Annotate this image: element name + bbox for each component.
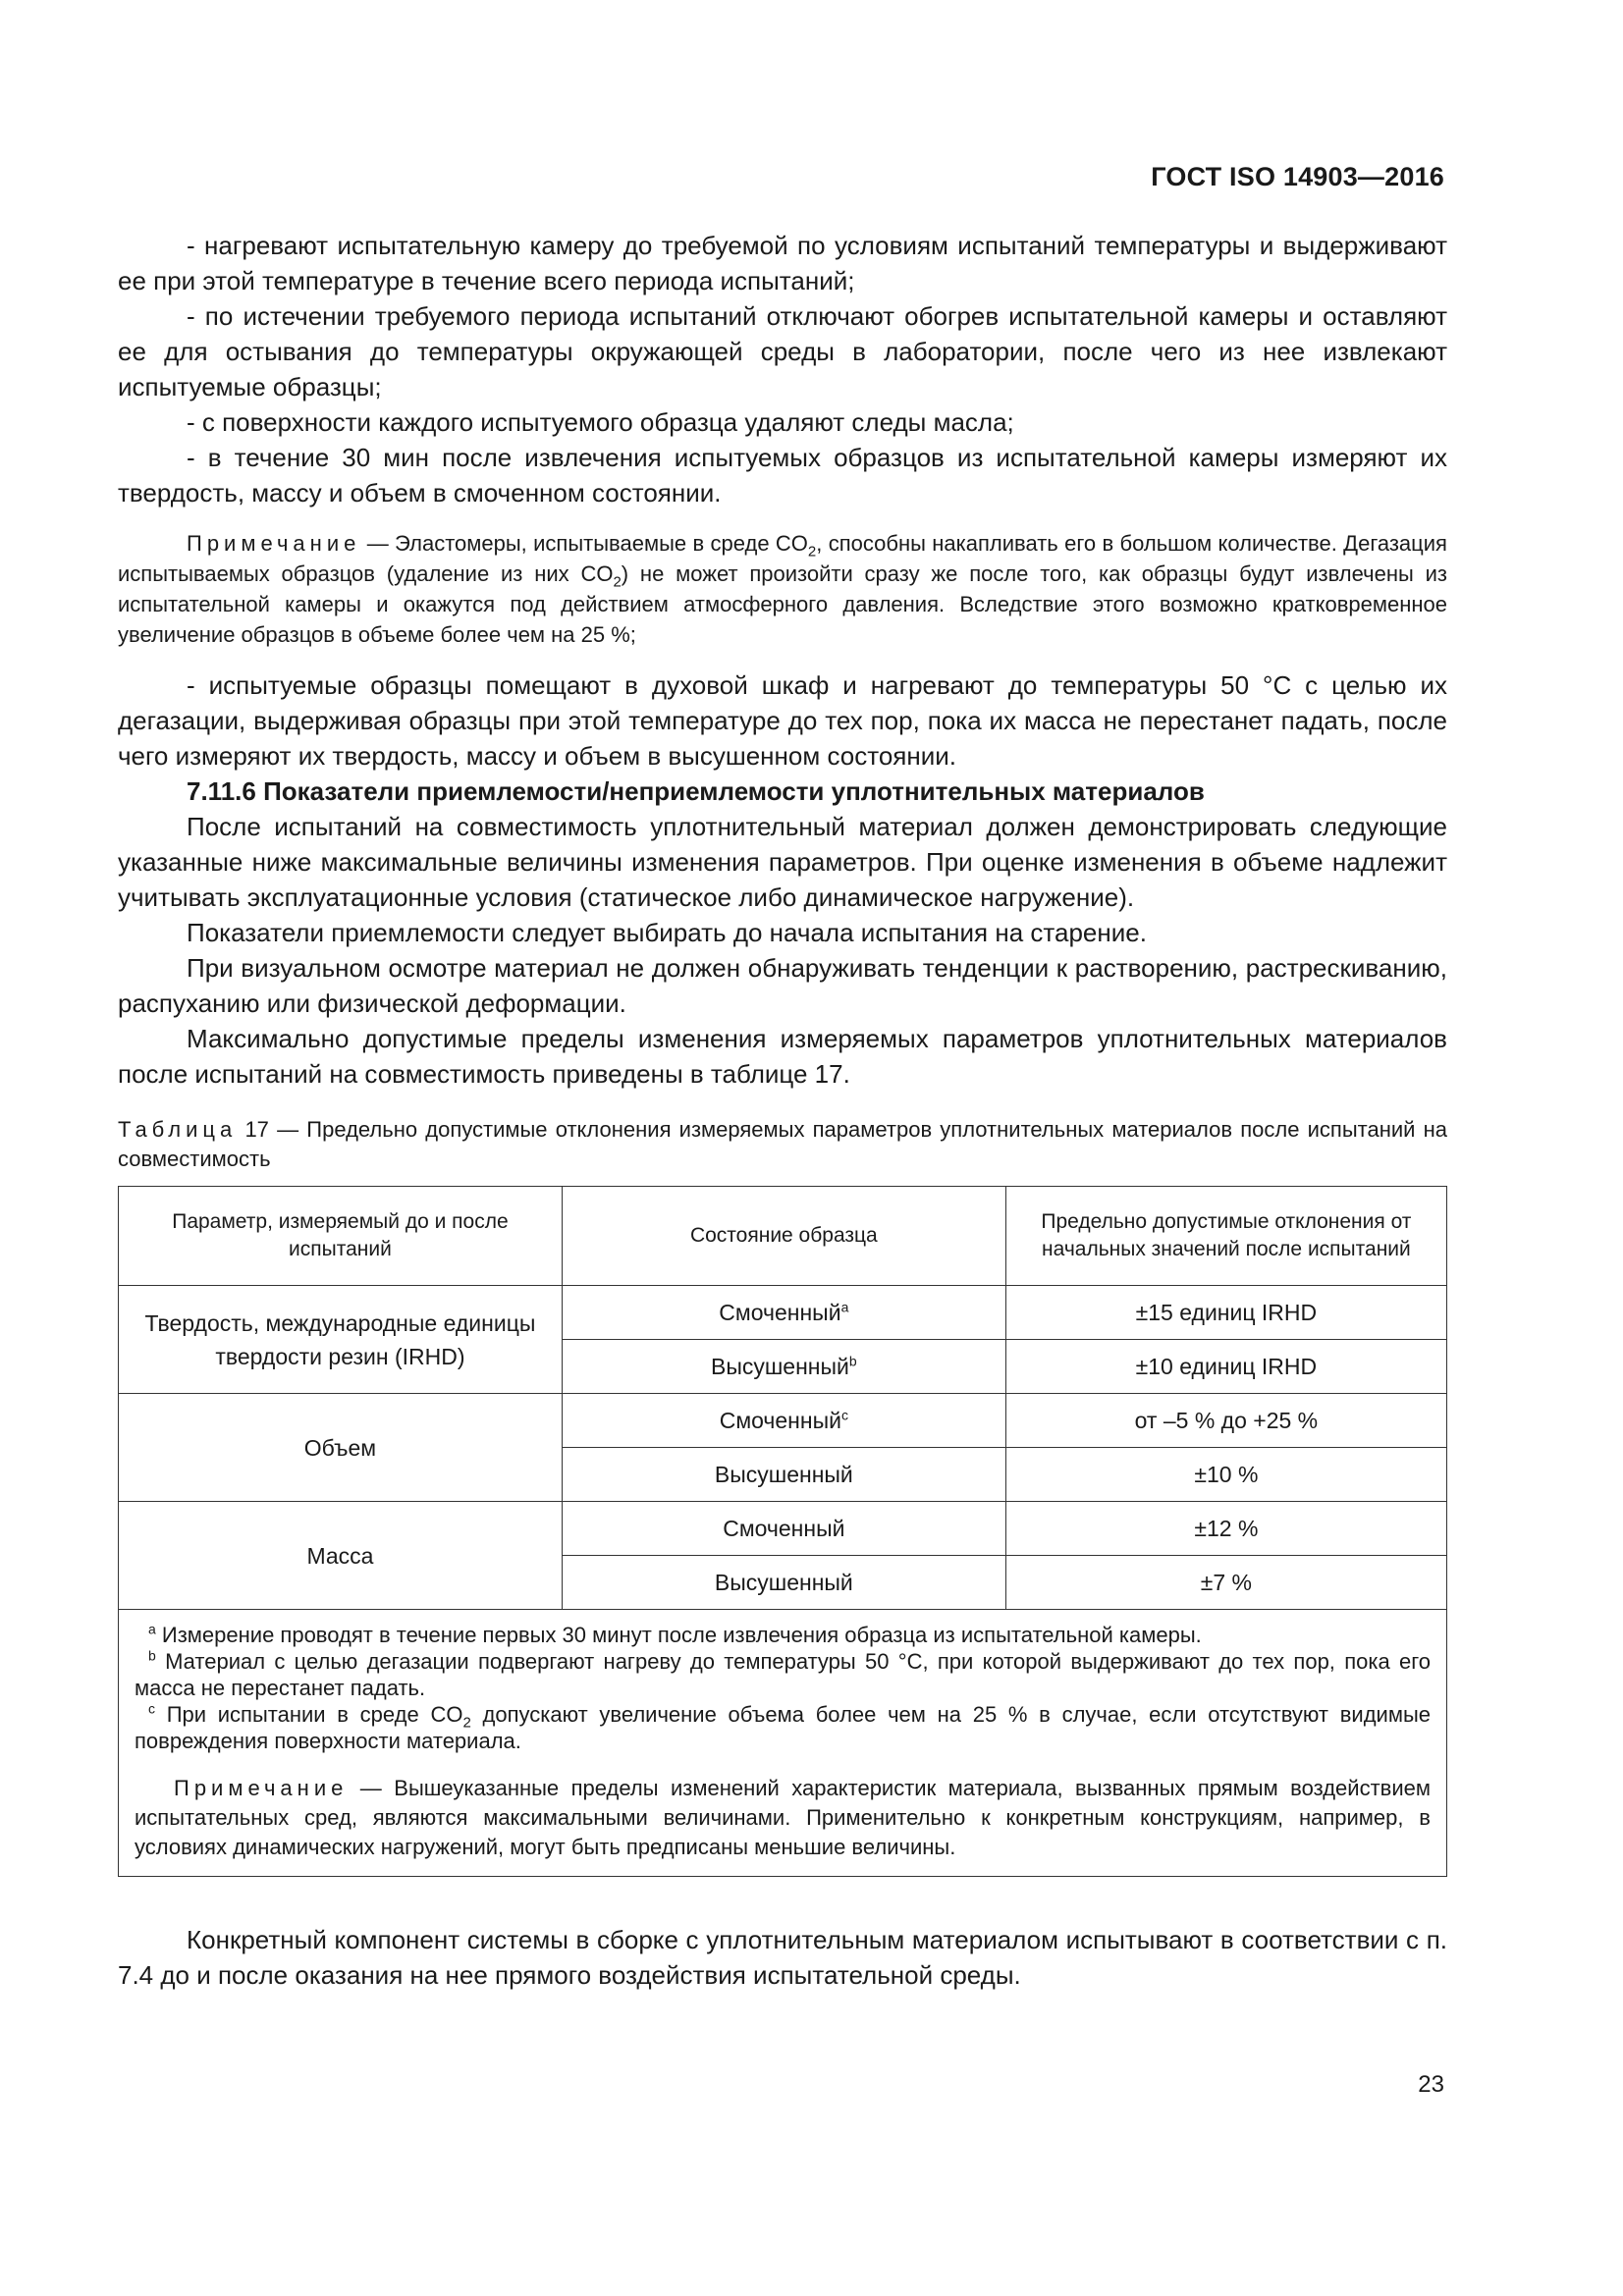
table-footnotes (119, 1610, 1447, 1877)
paragraph-remove-oil: - с поверхности каждого испытуемого образца удаляют следы масла; (187, 407, 1014, 437)
page-content (118, 228, 1447, 1993)
table-note-text: Вышеуказанные пределы изменений характеристик материала, вызванных прямым воздействием испытательных сред, являются максимальными величинами. Применительно к конкретным конструкциям, например, в условиях динамических нагружений, могут быть предписаны меньшие величины. (135, 1776, 1431, 1859)
section-paragraph-3: При визуальном осмотре материал не должен обнаруживать тенденции к растворению, растрескиванию, распуханию или физической деформации. (118, 953, 1447, 1018)
footnote-ref: c (840, 1407, 848, 1423)
page-number: 23 (1418, 2071, 1444, 2098)
note-text-a: Эластомеры, испытываемые в среде CO (395, 531, 808, 556)
param-cell-mass: Масса (119, 1502, 563, 1610)
section-paragraph-4: Максимально допустимые пределы изменения измеряемых параметров уплотнительных материалов после испытаний на совместимость приведены в таблице 17. (118, 1024, 1447, 1089)
paragraph-heat-chamber: - нагревают испытательную камеру до требуемой по условиям испытаний температуры и выдерживают ее при этой температуре в течение всего периода испытаний; (118, 231, 1447, 295)
note-sub-a: 2 (807, 543, 817, 561)
paragraph-degas-oven: - испытуемые образцы помещают в духовой шкаф и нагревают до температуры 50 °С с целью их дегазации, выдерживая образцы при этой температуре до тех пор, пока их масса не перестанет падать, после чего измеряют их твердость, массу и объем в высушенном состоянии. (118, 670, 1447, 771)
table-note (135, 1774, 1431, 1862)
footnote-c-text-a: При испытании в среде CO (155, 1702, 463, 1727)
state-label: Смоченный (719, 1300, 841, 1325)
header-limit: Предельно допустимые отклонения от начальных значений после испытаний (1005, 1187, 1446, 1286)
footnote-mark-a: a (148, 1621, 156, 1637)
table-header-row (119, 1187, 1447, 1286)
note-text-b: , способны накапливать его в большом количестве. Дегазация испытываемых образцов (удаление из них CO (118, 531, 1447, 586)
footnote-c-text-b: допускают увеличение объема более чем на 25 % в случае, если отсутствуют видимые повреждения поверхности материала. (135, 1702, 1432, 1753)
table-row (119, 1286, 1447, 1340)
footnote-ref: b (848, 1353, 857, 1369)
state-cell (562, 1286, 1005, 1340)
note-sub-b: 2 (613, 573, 622, 591)
state-cell: Высушенный (562, 1556, 1005, 1610)
footnote-mark-b: b (148, 1647, 156, 1664)
footnote-mark-c: c (148, 1700, 155, 1717)
footnote-b (135, 1648, 1431, 1701)
state-label: Высушенный (710, 1354, 849, 1379)
header-state: Состояние образца (562, 1187, 1005, 1286)
table-caption-label: Таблица (118, 1117, 238, 1142)
section-paragraph-2: Показатели приемлемости следует выбирать до начала испытания на старение. (187, 918, 1147, 947)
state-label: Смоченный (719, 1408, 841, 1433)
table-footnote-row (119, 1610, 1447, 1877)
limit-cell: ±12 % (1005, 1502, 1446, 1556)
note-label: Примечание (187, 531, 361, 556)
limit-cell: ±10 единиц IRHD (1005, 1340, 1446, 1394)
table-caption-text: 17 — Предельно допустимые отклонения измеряемых параметров уплотнительных материалов после испытаний на совместимость (118, 1117, 1447, 1171)
table-caption (118, 1115, 1447, 1174)
limit-cell: ±7 % (1005, 1556, 1446, 1610)
table-17 (118, 1186, 1447, 1877)
footnote-a (135, 1622, 1431, 1648)
note-text-c: ) не может произойти сразу же после того, как образцы будут извлечены из испытательной камеры и окажутся под действием атмосферного давления. Вследствие этого возможно кратковременное увеличение образцов в объеме более чем на 25 %; (118, 561, 1447, 647)
state-cell (562, 1394, 1005, 1448)
footnote-c (135, 1701, 1431, 1754)
note-co2 (118, 528, 1447, 650)
table-note-dash: — (348, 1776, 395, 1800)
footnote-c-sub: 2 (462, 1714, 471, 1732)
document-header: ГОСТ ISO 14903—2016 (1151, 162, 1444, 191)
state-cell: Смоченный (562, 1502, 1005, 1556)
paragraph-measure-wet: - в течение 30 мин после извлечения испытуемых образцов из испытательной камеры измеряют их твердость, массу и объем в смоченном состоянии. (118, 443, 1447, 507)
limit-cell: ±10 % (1005, 1448, 1446, 1502)
table-row (119, 1502, 1447, 1556)
footnote-a-text: Измерение проводят в течение первых 30 минут после извлечения образца из испытательной камеры. (155, 1623, 1202, 1647)
paragraph-cool-chamber: - по истечении требуемого периода испытаний отключают обогрев испытательной камеры и оставляют ее для остывания до температуры окружающей среды в лаборатории, после чего из нее извлекают испытуемые образцы; (118, 301, 1447, 401)
limit-cell: ±15 единиц IRHD (1005, 1286, 1446, 1340)
table-row (119, 1394, 1447, 1448)
section-heading: 7.11.6 Показатели приемлемости/неприемлемости уплотнительных материалов (187, 776, 1205, 806)
footnote-b-text: Материал с целью дегазации подвергают нагреву до температуры 50 °С, при которой выдерживают до тех пор, пока его масса не перестанет падать. (135, 1649, 1431, 1700)
paragraph-final: Конкретный компонент системы в сборке с уплотнительным материалом испытывают в соответствии с п. 7.4 до и после оказания на нее прямого воздействия испытательной среды. (118, 1925, 1447, 1990)
limit-cell: от –5 % до +25 % (1005, 1394, 1446, 1448)
param-cell-hardness: Твердость, международные единицы твердости резин (IRHD) (119, 1286, 563, 1394)
param-cell-volume: Объем (119, 1394, 563, 1502)
state-cell (562, 1340, 1005, 1394)
footnote-ref: a (840, 1299, 849, 1315)
table-note-label: Примечание (174, 1776, 349, 1800)
state-cell: Высушенный (562, 1448, 1005, 1502)
header-parameter: Параметр, измеряемый до и после испытаний (119, 1187, 563, 1286)
section-paragraph-1: После испытаний на совместимость уплотнительный материал должен демонстрировать следующие указанные ниже максимальные величины изменения параметров. При оценке изменения в объеме надлежит учитывать эксплуатационные условия (статическое либо динамическое нагружение). (118, 812, 1447, 912)
note-dash: — (360, 531, 396, 556)
